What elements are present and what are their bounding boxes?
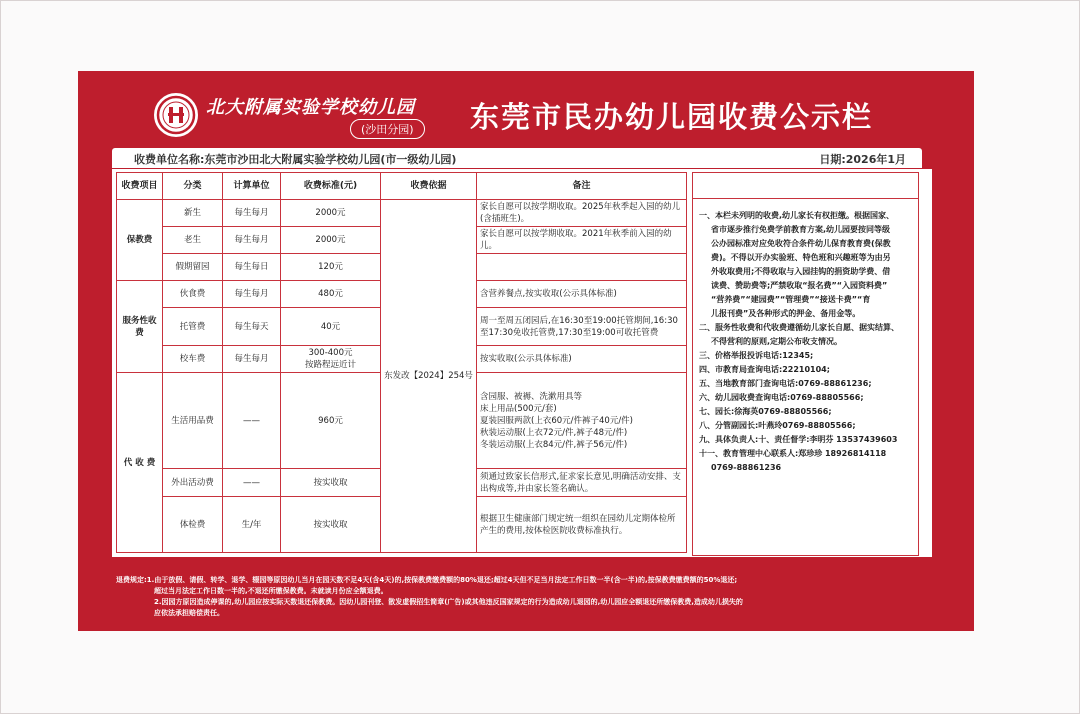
- note-line: 儿报刊费”及各种形式的押金、备用金等。: [711, 309, 861, 318]
- cell-unit: ——: [223, 373, 281, 469]
- cell-unit: ——: [223, 469, 281, 497]
- cell-standard: 960元: [281, 373, 381, 469]
- cell-category: 老生: [163, 227, 223, 254]
- note-line: “营养费”“建园费”“管理费”“接送卡费”“育: [711, 295, 871, 304]
- remark-line: 秋装运动服(上衣72元/件,裤子48元/件): [480, 427, 628, 438]
- note-line: 0769-88861236: [711, 463, 782, 472]
- cell-category: 托管费: [163, 308, 223, 346]
- cell-remark: 含营养餐点,按实收取(公示具体标准): [477, 281, 687, 308]
- cell-remark: 周一至周五闭园后,在16:30至19:00托管期间,16:30至17:30免收托管费,17:30至19:00可收托管费: [477, 308, 687, 346]
- cell-unit: 每生每月: [223, 200, 281, 227]
- note-line: 外收取费用;不得收取与入园挂钩的捐资助学费、借: [711, 267, 891, 276]
- school-seal-logo: [154, 93, 198, 137]
- cell-unit: 每生每月: [223, 227, 281, 254]
- note-line: 公办园标准对应免收符合条件幼儿保育教育费(保教: [711, 239, 891, 248]
- cell-category: 外出活动费: [163, 469, 223, 497]
- cell-remark: [477, 254, 687, 281]
- refund-line: 2.因园方原因造成停课的,幼儿园应按实际天数退还保教费。因幼儿园刊登、散发虚假招生简章(广告)或其他违反国家规定的行为造成幼儿退园的,幼儿园应全额退还所缴保教费,造成幼儿损失的: [154, 598, 743, 606]
- cell-category: 生活用品费: [163, 373, 223, 469]
- cell-standard-note: 按路程远近计: [304, 360, 356, 370]
- notes-list: [699, 209, 914, 475]
- cell-standard: 2000元: [281, 200, 381, 227]
- board-title: 东莞市民办幼儿园收费公示栏: [470, 100, 874, 134]
- note-line: 九、具体负责人:十、责任督学:李明芬 13537439603: [699, 435, 898, 444]
- remark-line: 冬装运动服(上衣84元/件,裤子56元/件): [480, 439, 628, 450]
- refund-line: 超过当月法定工作日数一半的,不退还所缴保教费。未就读月份应全额退费。: [154, 587, 388, 595]
- notice-board: [78, 71, 974, 631]
- note-line: 二、服务性收费和代收费遵循幼儿家长自愿、据实结算、: [699, 323, 899, 332]
- cell-remark: 按实收取(公示具体标准): [477, 346, 687, 373]
- cell-standard: 按实收取: [281, 469, 381, 497]
- note-line: 十一、教育管理中心联系人:郑珍珍 18926814118: [699, 449, 887, 458]
- note-line: 不得营利的原则,定期公布收支情况。: [711, 337, 843, 346]
- cell-standard-range: 300-400元: [308, 348, 353, 358]
- note-line: 五、当地教育部门查询电话:0769-88861236;: [699, 379, 872, 388]
- cell-unit: 每生每天: [223, 308, 281, 346]
- cell-remark: 家长自愿可以按学期收取。2021年秋季前入园的幼儿。: [477, 227, 687, 254]
- group-baojiao: 保教费: [117, 200, 163, 281]
- cell-category: 体检费: [163, 497, 223, 553]
- cell-standard: 按实收取: [281, 497, 381, 553]
- cell-basis: 东发改【2024】254号: [381, 200, 477, 553]
- note-line: 省市逐步推行免费学前教育方案,幼儿园要按同等级: [711, 225, 891, 234]
- cell-unit: 每生每月: [223, 346, 281, 373]
- notes-header: [693, 173, 918, 199]
- col-header-standard: 收费标准(元): [281, 173, 381, 200]
- col-header-category: 分类: [163, 173, 223, 200]
- cell-standard: [281, 346, 381, 373]
- cell-remark: [477, 373, 687, 469]
- cell-standard: 40元: [281, 308, 381, 346]
- cell-category: 假期留园: [163, 254, 223, 281]
- cell-remark: 家长自愿可以按学期收取。2025年秋季起入园的幼儿(含插班生)。: [477, 200, 687, 227]
- fee-panel: [112, 169, 932, 557]
- remark-line: 夏装园服两款(上衣60元/件裤子40元/件): [480, 415, 633, 426]
- refund-line: 应依法承担赔偿责任。: [154, 609, 224, 617]
- refund-rules: [116, 575, 956, 619]
- remark-line: 床上用品(500元/套): [480, 403, 557, 414]
- info-bar: [112, 148, 922, 168]
- table-row: [117, 200, 687, 227]
- col-header-basis: 收费依据: [381, 173, 477, 200]
- note-line: 六、幼儿园收费查询电话:0769-88805566;: [699, 393, 864, 402]
- board-header: [78, 71, 974, 145]
- group-service: 服务性收费: [117, 281, 163, 373]
- cell-category: 校车费: [163, 346, 223, 373]
- note-line: 一、本栏未列明的收费,幼儿家长有权拒缴。根据国家、: [699, 211, 895, 220]
- col-header-item: 收费项目: [117, 173, 163, 200]
- cell-standard: 2000元: [281, 227, 381, 254]
- cell-remark: 须通过致家长信形式,征求家长意见,明确活动安排、支出构成等,并由家长签名确认。: [477, 469, 687, 497]
- refund-line: 退费规定:1.由于放假、请假、转学、退学、辍园等原因幼儿当月在园天数不足4天(含4天)的,按保教费缴费额的80%退还;超过4天但不足当月法定工作日数一半(含一半)的,按保教费缴费额的50%退还;: [116, 576, 738, 584]
- col-header-unit: 计算单位: [223, 173, 281, 200]
- cell-standard: 120元: [281, 254, 381, 281]
- note-line: 三、价格举报投诉电话:12345;: [699, 351, 814, 360]
- school-name: 北大附属实验学校幼儿园: [206, 97, 415, 118]
- cell-unit: 每生每日: [223, 254, 281, 281]
- charging-unit: 收费单位名称:东莞市沙田北大附属实验学校幼儿园(市一级幼儿园): [134, 153, 457, 166]
- cell-unit: 生/年: [223, 497, 281, 553]
- cell-remark: 根据卫生健康部门规定统一组织在园幼儿定期体检所产生的费用,按体检医院收费标准执行。: [477, 497, 687, 553]
- campus-name: (沙田分园): [350, 119, 425, 139]
- cell-category: 伙食费: [163, 281, 223, 308]
- cell-standard: 480元: [281, 281, 381, 308]
- col-header-remark: 备注: [477, 173, 687, 200]
- note-line: 七、园长:徐海英0769-88805566;: [699, 407, 832, 416]
- fee-table: [116, 172, 687, 553]
- notice-date: 日期:2026年1月: [819, 153, 906, 166]
- seal-emblem-icon: [156, 95, 196, 135]
- note-line: 八、分管副园长:叶燕玲0769-88805566;: [699, 421, 856, 430]
- cell-unit: 每生每月: [223, 281, 281, 308]
- note-line: 费)。不得以开办实验班、特色班和兴趣班等为由另: [711, 253, 891, 262]
- group-daishou: 代 收 费: [117, 373, 163, 553]
- note-line: 四、市教育局查询电话:22210104;: [699, 365, 830, 374]
- remark-line: 含园服、被褥、洗漱用具等: [480, 391, 583, 402]
- table-header-row: [117, 173, 687, 200]
- notes-box: [692, 172, 919, 556]
- note-line: 读费、赞助费等;严禁收取“报名费”“入园资料费”: [711, 281, 888, 290]
- cell-category: 新生: [163, 200, 223, 227]
